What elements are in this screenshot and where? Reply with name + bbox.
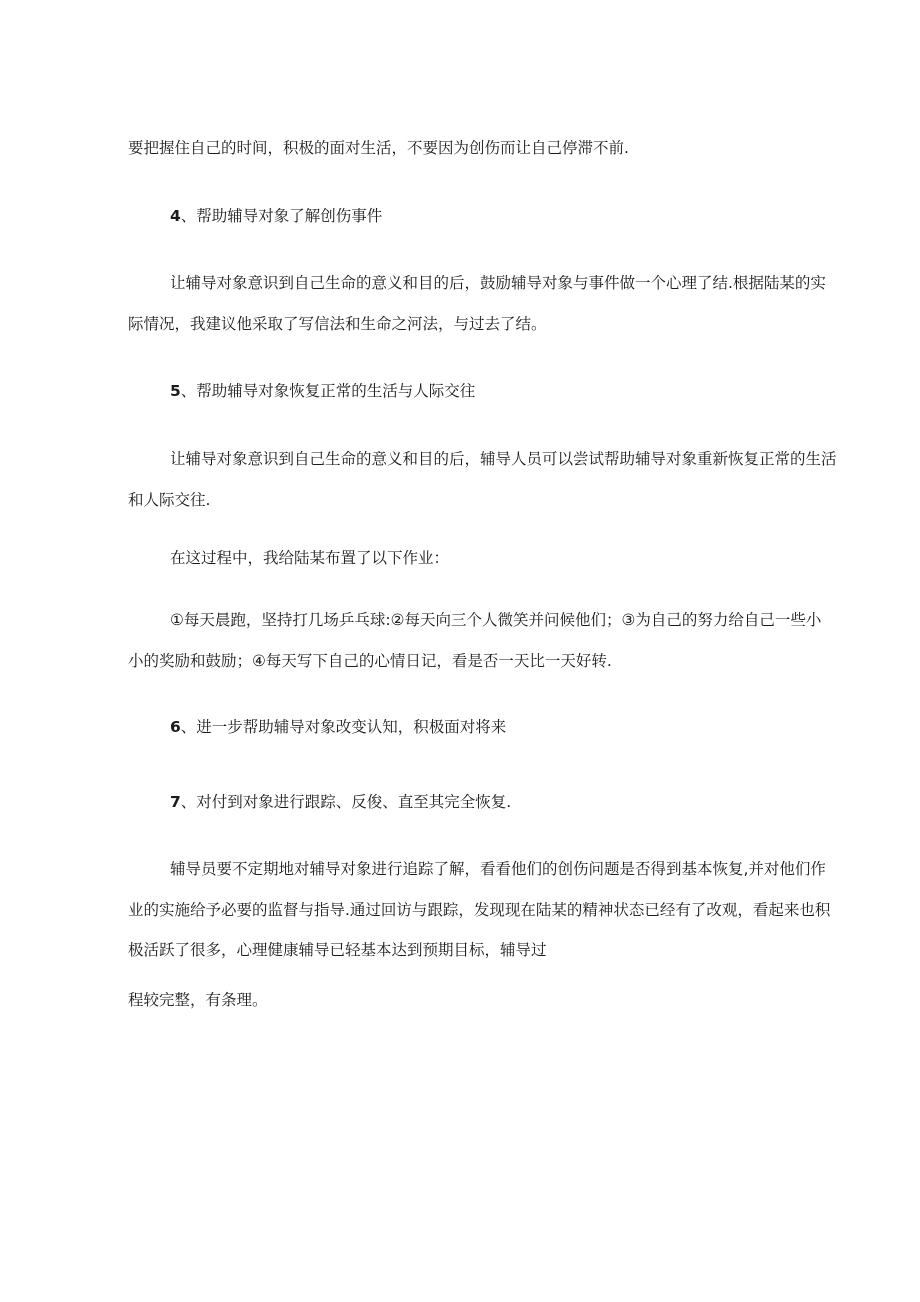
paragraph-4-line-2: 际情况，我建议他采取了写信法和生命之河法，与过去了结。	[128, 315, 547, 333]
heading-6-text: 、进一步帮助辅导对象改变认知，积极面对将来	[180, 718, 507, 736]
heading-6	[170, 717, 506, 737]
heading-5-text: 、帮助辅导对象恢复正常的生活与人际交往	[180, 382, 476, 400]
heading-4-number: 4	[170, 207, 181, 225]
heading-4	[170, 206, 382, 226]
heading-5-number: 5	[170, 382, 181, 400]
heading-4-text: 、帮助辅导对象了解创伤事件	[180, 207, 383, 225]
paragraph-7-line-3: 极活跃了很多，心理健康辅导已轻基本达到预期目标，辅导过	[128, 941, 547, 959]
paragraph-7-line-1: 辅导员要不定期地对辅导对象进行追踪了解，看看他们的创伤问题是否得到基本恢复,并对他们作	[170, 860, 826, 878]
paragraph-7-line-4: 程较完整，有条理。	[128, 991, 268, 1009]
paragraph-intro: 要把握住自己的时间，积极的面对生活，不要因为创伤而让自己停滞不前.	[128, 139, 629, 157]
heading-7-text: 、对付到对象进行跟踪、反俊、直至其完全恢复.	[180, 793, 512, 811]
paragraph-homework-line-1: ①每天晨跑，坚持打几场乒乓球:②每天向三个人微笑并问候他们；③为自己的努力给自己一些小	[170, 611, 822, 629]
heading-5	[170, 381, 475, 401]
paragraph-homework-line-2: 小的奖励和鼓励；④每天写下自己的心情日记，看是否一天比一天好转.	[128, 652, 612, 670]
heading-7	[170, 792, 511, 812]
heading-7-number: 7	[170, 793, 181, 811]
paragraph-homework-intro: 在这过程中，我给陆某布置了以下作业：	[170, 549, 450, 567]
paragraph-7-line-2: 业的实施给予必要的监督与指导.通过回访与跟踪，发现现在陆某的精神状态已经有了改观，看起来也积	[128, 901, 831, 919]
paragraph-5-line-2: 和人际交往.	[128, 491, 211, 509]
paragraph-5-line-1: 让辅导对象意识到自己生命的意义和目的后，辅导人员可以尝试帮助辅导对象重新恢复正常的生活	[170, 450, 837, 468]
heading-6-number: 6	[170, 718, 181, 736]
paragraph-4-line-1: 让辅导对象意识到自己生命的意义和目的后，鼓励辅导对象与事件做一个心理了结.根据陆某的实	[170, 274, 826, 292]
